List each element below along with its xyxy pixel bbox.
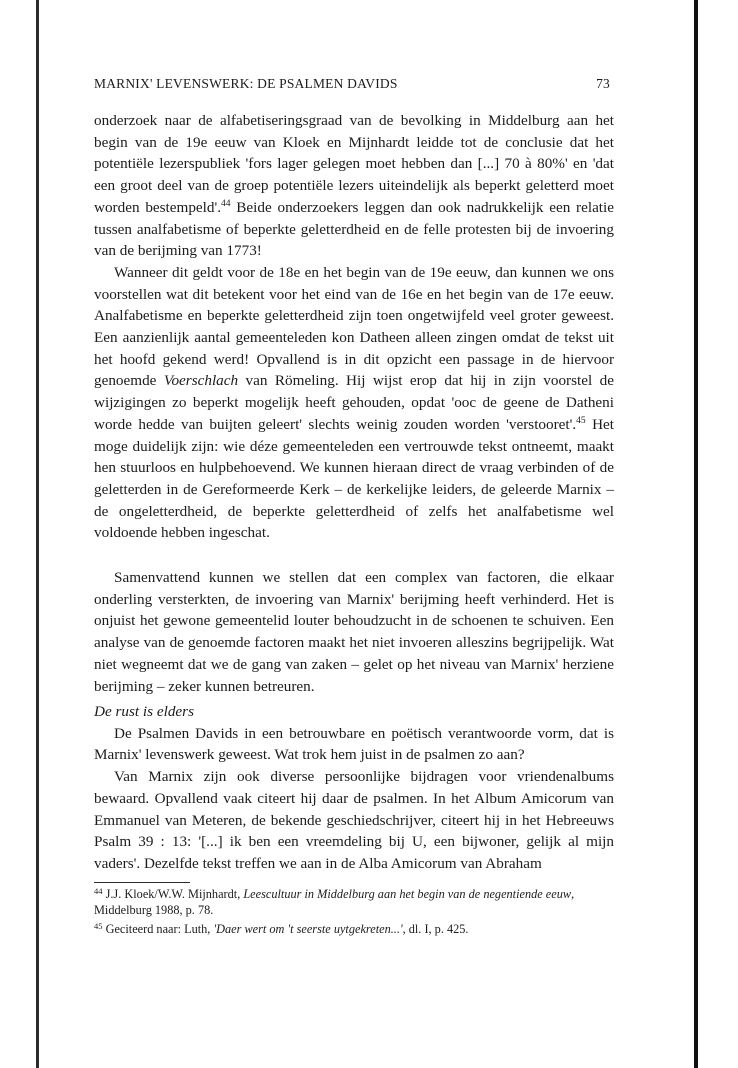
text-block-2 [94, 567, 614, 697]
footnote-ref-45[interactable]: 45 [576, 415, 586, 426]
footnotes [94, 887, 614, 942]
footnote-45: $^{45}$ Geciteerd naar: Luth, 'Daer wert om 't seerste uytgekreten...', dl. I, p. 425. [94, 921, 469, 936]
running-head [94, 76, 614, 94]
paragraph-3: Samenvattend kunnen we stellen dat een complex van factoren, die elkaar onderling versterkten, de invoering van Marnix' berijming heeft verhinderd. Het is onjuist het gewone gemeentelid louter behoudzucht in de schoenen te schuiven. Een analyse van de genoemde factoren maakt het niet invoeren alleszins begrijpelijk. Wat niet wegneemt dat we de gang van zaken – gelet op het niveau van Marnix' herziene berijming – zeker kunnen betreuren. [94, 569, 614, 695]
paragraph-1: onderzoek naar de alfabetiseringsgraad van de bevolking in Middelburg aan het begin van de 19e eeuw van Kloek en Mijnhardt leidde tot de conclusie dat het potentiële lezerspubliek 'fors lager gelegen moet hebben dan [...] 70 à 80%' en 'dat een groot deel van de groep potentiële lezers uiteindelijk als beperkt geletterd moet worden bestempeld'.$^{44}$ Beide onderzoekers leggen dan ook nadrukkelijk een relatie tussen analfabetisme of beperkte geletterdheid en de felle protesten bij de invoering van de berijming van 1773! [94, 112, 614, 260]
footnote-divider [94, 882, 190, 883]
text-block-1 [94, 110, 614, 544]
footnote-number: 45 [94, 921, 103, 931]
scan-right-edge [694, 0, 698, 1068]
italic-title: Voerschlach [163, 372, 239, 390]
paragraph-5: Van Marnix zijn ook diverse persoonlijke bijdragen voor vriendenalbums bewaard. Opvallend vaak citeert hij daar de psalmen. In het Album Amicorum van Emmanuel van Meteren, de bekende geschiedschrijver, citeert hij in het Hebreeuws Psalm 39 : 13: '[...] ik ben een vreemdeling bij U, een bijwoner, gelijk al mijn vaders'. Dezelfde tekst treffen we aan in de Alba Amicorum van Abraham [94, 768, 614, 872]
scan-left-edge [36, 0, 39, 1068]
running-head-title: MARNIX' LEVENSWERK: DE PSALMEN DAVIDS [94, 76, 398, 91]
footnote-44: $^{44}$ J.J. Kloek/W.W. Mijnhardt, Leescultuur in Middelburg aan het begin van de negentiende eeuw, Middelburg 1988, p. 78. [94, 886, 575, 917]
paragraph-2: Wanneer dit geldt voor de 18e en het begin van de 19e eeuw, dan kunnen we ons voorstellen wat dit betekent voor het eind van de 16e en het begin van de 17e eeuw. Analfabetisme en beperkte geletterdheid zijn toen ongetwijfeld veel groter geweest. Een aanzienlijk aantal gemeenteleden kon Datheen alleen zingen omdat de tekst uit het hoofd gekend werd! Opvallend is in dit opzicht een passage in de hiervoor genoemde Voerschlach van Römeling. Hij wijst erop dat hij in zijn voorstel de wijzigingen zo beperkt mogelijk heeft gehouden, opdat 'ooc de geene de Datheni worde hedde van buijten geleert' slechts weinig zouden worden 'verstooret'.$^{45}$ Het moge duidelijk zijn: wie déze gemeenteleden een vertrouwde tekst ontneemt, maakt hen stuurloos en hulpbehoevend. We kunnen hieraan direct de vraag verbinden of de geletterden in de Gereformeerde Kerk – de kerkelijke leiders, de geleerde Marnix – de ongeletterdheid, de beperkte geletterdheid of zelfs het analfabetisme wel voldoende hebben ingeschat. [94, 263, 614, 542]
section-heading: De rust is elders [94, 703, 194, 720]
footnote-ref-44[interactable]: 44 [221, 198, 231, 209]
footnote-number: 44 [94, 886, 103, 896]
text-block-3 [94, 701, 614, 875]
page-number: 73 [596, 76, 610, 91]
paragraph-4: De Psalmen Davids in een betrouwbare en poëtisch verantwoorde vorm, dat is Marnix' levenswerk geweest. Wat trok hem juist in de psalmen zo aan? [94, 724, 614, 764]
